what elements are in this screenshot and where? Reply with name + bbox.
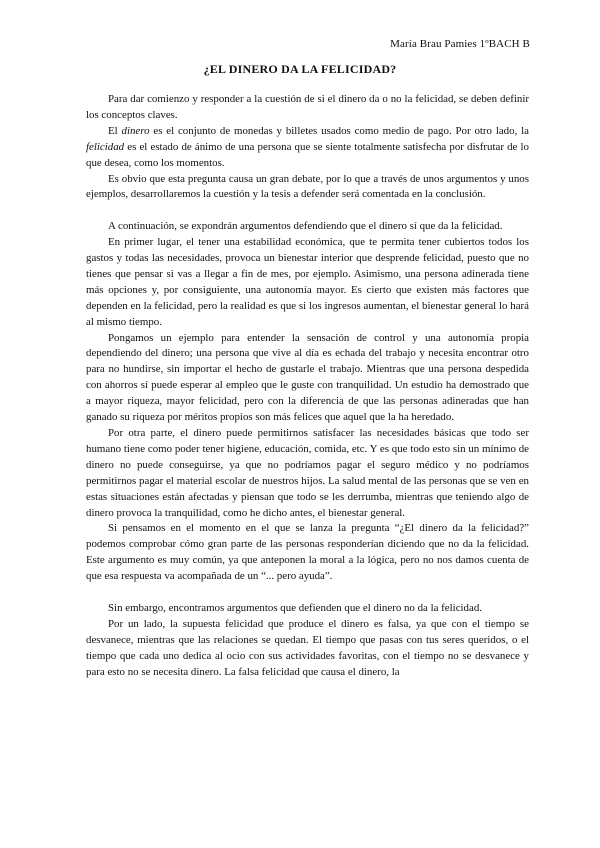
paragraph-text: Sin embargo, encontramos argumentos que defienden que el dinero no da la felicidad.	[108, 601, 482, 614]
italic-term: felicidad	[86, 140, 125, 153]
paragraph	[86, 601, 529, 617]
essay-body	[86, 92, 529, 681]
paragraph	[86, 521, 529, 585]
italic-term: dinero	[121, 124, 150, 137]
paragraph-text: El	[108, 124, 122, 137]
paragraph-text: es el estado de ánimo de una persona que se siente totalmente satisfecha por disfrutar de lo que desea, como los momentos.	[86, 140, 529, 169]
essay-title: ¿EL DINERO DA LA FELICIDAD?	[203, 62, 397, 76]
paragraph	[86, 172, 529, 204]
paragraph-text: Pongamos un ejemplo para entender la sensación de control y una autonomía propia dependiendo del dinero; una persona que vive al día es echada del trabajo y necesita encontrar otro para no hundirse, sin importar el hecho de gustarle el trabajo. Mientras que una persona despedida con ahorros sí puede esperar al empleo que le guste con tranquilidad. Un estudio ha demostrado que a mayor riqueza, mayor felicidad, pero con la diferencia de que las personas adineradas que han ganado su riqueza por méritos propios son más felices que aquel que la ha heredado.	[86, 331, 529, 424]
paragraph	[86, 426, 529, 521]
paragraph	[86, 235, 529, 330]
author-header: María Brau Pamies 1ºBACH B	[390, 38, 530, 50]
paragraph	[86, 92, 529, 124]
paragraph	[86, 124, 529, 172]
paragraph-text: Para dar comienzo y responder a la cuestión de si el dinero da o no la felicidad, se deben definir los conceptos claves.	[86, 93, 529, 121]
paragraph-text: Por otra parte, el dinero puede permitirnos satisfacer las necesidades básicas que todo ser humano tiene como poder tener higiene, educación, comida, etc. Y es que todo esto sin un mínimo de dinero no puede conseguirse, ya que no podríamos pagar el seguro médico y no podríamos permitirnos pagar el material escolar de nuestros hijos. La salud mental de las personas que se ven en estas situaciones están afectadas y piensan que todo se les derrumba, mientras que teniendo algo de dinero provoca la tranquilidad, como he dicho antes, el bienestar general.	[86, 427, 529, 519]
paragraph-text: Si pensamos en el momento en el que se lanza la pregunta “¿El dinero da la felicidad?” podemos comprobar cómo gran parte de las personas responderían diciendo que no da la felicidad. Este argumento es muy común, ya que anteponen la moral a la lógica, pero no nos damos cuenta de que esa respuesta va acompañada de un “... pero ayuda”.	[86, 522, 529, 583]
paragraph-text: Es obvio que esta pregunta causa un gran debate, por lo que a través de unos argumentos y unos ejemplos, desarrollaremos la cuestión y la tesis a defender será comentada en la conclusión.	[86, 172, 529, 201]
paragraph	[86, 219, 529, 235]
paragraph-text: En primer lugar, el tener una estabilidad económica, que te permita tener cubiertos todos los gastos y todas las necesidades, provoca un bienestar interior que desprende felicidad, puesto que no tienes que pensar si vas a llegar a fin de mes, por ejemplo. Asimismo, una persona adinerada tiene más opciones y, por consiguiente, una autonomía mayor. Es cierto que existen más factores que dependen en la felicidad, pero la realidad es que si los ingresos aumentan, el bienestar general lo hará al mismo tiempo.	[86, 236, 529, 328]
paragraph-text: Por un lado, la supuesta felicidad que produce el dinero es falsa, ya que con el tiempo se desvanece, mientras que las relaciones se quedan. El tiempo que pasas con tus seres queridos, o el tiempo que cada uno dedica al ocio con sus actividades favoritas, con el tiempo no se desvanece y para esto no se necesita dinero. La falsa felicidad que causa el dinero, la	[86, 617, 529, 678]
paragraph-text: A continuación, se expondrán argumentos defendiendo que el dinero sí que da la felicidad.	[108, 220, 503, 233]
paragraph-text: es el conjunto de monedas y billetes usados como medio de pago. Por otro lado, la	[149, 124, 529, 137]
paragraph	[86, 331, 529, 426]
paragraph	[86, 617, 529, 681]
